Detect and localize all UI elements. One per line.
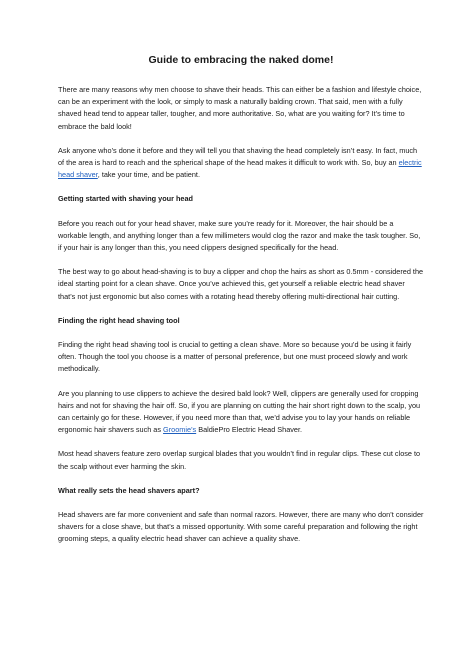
section-heading-apart: What really sets the head shavers apart?	[58, 485, 200, 495]
paragraph-shaver-intro	[58, 145, 424, 182]
paragraph-text: , take your time, and be patient.	[97, 170, 200, 180]
paragraph-clippers	[58, 388, 424, 437]
paragraph-clipper: The best way to go about head-shaving is to buy a clipper and chop the hairs as short as 0.5mm - considered the ideal starting point for a clean shave. Once you’ve achieved this, get yourself a reliable electric head shaver that’s not just ergonomic but also comes with a rotating head thereby offering multi-directional hair cutting.	[58, 267, 424, 301]
section-heading-getting-started: Getting started with shaving your head	[58, 194, 194, 204]
paragraph-text: Are you planning to use clippers to achieve the desired bald look? Well, clippers are generally used for cropping hairs and not for shaving the hair off. So, if you are planning on cutting the hair short right down to the scalp, you can certainly go for these. However, if you need more than that, we’d advise you to lay your hands on reliable ergonomic hair shavers such as	[58, 388, 421, 435]
paragraph-text: Ask anyone who’s done it before and they will tell you that shaving the head completely isn’t easy. In fact, much of the area is hard to reach and the spherical shape of the head makes it difficult to work with. So, buy an	[58, 145, 418, 168]
paragraph-preparation: Before you reach out for your head shaver, make sure you’re ready for it. Moreover, the hair should be a workable length, and anything longer than a few millimeters would clog the razor and make the task tougher. So, if your hair is any longer than this, you need clippers designed specifically for the head.	[58, 218, 421, 253]
groomie-link[interactable]: Groomie’s	[163, 425, 197, 435]
page-title: Guide to embracing the naked dome!	[148, 54, 334, 66]
electric-head-shaver-link[interactable]: electric head shaver	[58, 158, 422, 180]
paragraph-text: BaldiePro Electric Head Shaver.	[196, 425, 303, 435]
paragraph-tool-choice: Finding the right head shaving tool is crucial to getting a clean shave. More so because you’d be using it fairly often. Though the tool you choose is a matter of personal preference, but one must proceed slowly and work methodically.	[58, 340, 412, 374]
section-heading-finding-tool: Finding the right head shaving tool	[58, 315, 180, 325]
paragraph-blades: Most head shavers feature zero overlap surgical blades that you wouldn’t find in regular clips. These cut close to the scalp without ever harming the skin.	[58, 449, 421, 471]
intro-paragraph: There are many reasons why men choose to shave their heads. This can either be a fashion and lifestyle choice, can be an experiment with the look, or simply to mask a naturally balding crown. That said, men with a fully shaved head tend to appear taller, tougher, and more authoritative. So, what are you waiting for? It’s time to embrace the bald look!	[58, 85, 422, 131]
paragraph-convenience: Head shavers are far more convenient and safe than normal razors. However, there are many who don’t consider shavers for a close shave, but that’s a missed opportunity. With some careful preparation and following the right grooming steps, a quality electric head shaver can achieve a quality shave.	[58, 510, 424, 544]
